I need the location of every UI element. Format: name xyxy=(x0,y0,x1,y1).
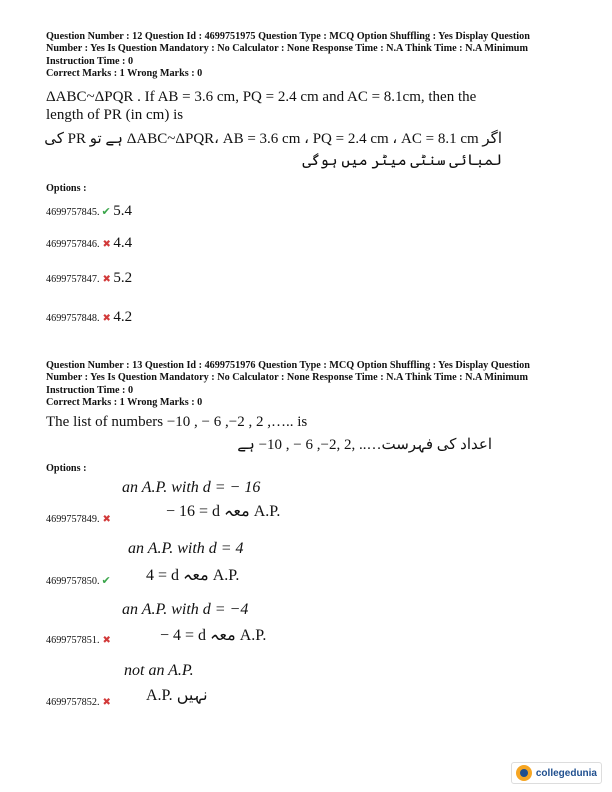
q13-option-1[interactable] xyxy=(46,514,111,525)
q13-meta xyxy=(46,360,576,410)
q12-question-ur-line2: لمبائی سنٹی میٹر میں ہوگی xyxy=(302,153,502,169)
option-value: 5.2 xyxy=(113,270,133,286)
option-id: 4699757848. xyxy=(46,313,100,324)
cross-icon: ✖ xyxy=(102,239,111,250)
q13-option-1-line1: an A.P. with d = − 16 xyxy=(122,479,261,496)
q12-option-4[interactable] xyxy=(46,309,132,326)
q12-question-ur-line1: اگر ΔABC~ΔPQR، AB = 3.6 cm ، PQ = 2.4 cm ، AC = 8.1 cm ہے تو PR کی xyxy=(44,131,502,147)
q13-option-2-line1: an A.P. with d = 4 xyxy=(128,540,244,557)
q12-question-en xyxy=(46,88,566,124)
option-value: 4.2 xyxy=(113,309,133,325)
q12-option-2[interactable] xyxy=(46,235,132,252)
q13-meta-line2: Number : Yes Is Question Mandatory : No Calculator : None Response Time : N.A Think Time : N.A Minimum xyxy=(46,372,528,384)
q12-option-3[interactable] xyxy=(46,270,132,287)
cross-icon: ✖ xyxy=(102,274,111,285)
option-value: 5.4 xyxy=(113,203,132,219)
q12-meta xyxy=(46,31,576,81)
cross-icon: ✖ xyxy=(102,635,111,646)
q13-option-1-line2: − 16 = d معہ A.P. xyxy=(166,503,281,520)
check-icon: ✔ xyxy=(101,575,111,587)
q12-meta-line2: Number : Yes Is Question Mandatory : No Calculator : None Response Time : N.A Think Time : N.A Minimum xyxy=(46,43,528,55)
cross-icon: ✖ xyxy=(102,514,111,525)
q13-marks: Correct Marks : 1 Wrong Marks : 0 xyxy=(46,397,203,409)
q12-meta-line3: Instruction Time : 0 xyxy=(46,55,134,67)
q12-option-1[interactable] xyxy=(46,203,132,220)
option-id: 4699757852. xyxy=(46,697,100,708)
q13-option-3-line1: an A.P. with d = −4 xyxy=(122,601,249,618)
q13-meta-line3: Instruction Time : 0 xyxy=(46,384,134,396)
collegedunia-logo-icon xyxy=(516,765,532,781)
q12-options-label: Options : xyxy=(46,183,87,194)
q13-option-4-line2: A.P. نہیں xyxy=(146,687,208,704)
option-id: 4699757849. xyxy=(46,514,100,525)
q13-option-4-line1: not an A.P. xyxy=(124,662,194,679)
q13-meta-line1: Question Number : 13 Question Id : 4699751976 Question Type : MCQ Option Shuffling : Yes Display Question xyxy=(46,360,530,371)
q13-option-4[interactable] xyxy=(46,697,111,708)
option-id: 4699757851. xyxy=(46,635,100,646)
q12-marks: Correct Marks : 1 Wrong Marks : 0 xyxy=(46,68,203,80)
cross-icon: ✖ xyxy=(102,697,111,708)
logo-text: collegedunia xyxy=(535,767,597,779)
q13-option-3-line2: − 4 = d معہ A.P. xyxy=(160,627,267,644)
q13-option-2-line2: 4 = d معہ A.P. xyxy=(146,567,240,584)
q12-question-en-line2: length of PR (in cm) is xyxy=(46,107,184,123)
option-id: 4699757846. xyxy=(46,239,100,250)
q13-options-label: Options : xyxy=(46,463,87,474)
check-icon: ✔ xyxy=(101,206,111,218)
q12-question-en-line1: ΔABC~ΔPQR . If AB = 3.6 cm, PQ = 2.4 cm and AC = 8.1cm, then the xyxy=(46,89,477,105)
option-id: 4699757845. xyxy=(46,207,100,218)
q13-option-3[interactable] xyxy=(46,635,111,646)
q12-meta-line1: Question Number : 12 Question Id : 4699751975 Question Type : MCQ Option Shuffling : Yes Display Question xyxy=(46,31,530,42)
q13-option-2[interactable] xyxy=(46,574,111,587)
q13-question-en: The list of numbers −10 , − 6 ,−2 , 2 ,….. is xyxy=(46,414,308,430)
q13-question-ur: اعداد کی فہرست….. ,2 ,2−, 6 − , 10− ہے xyxy=(237,437,492,453)
option-id: 4699757850. xyxy=(46,576,100,587)
collegedunia-logo[interactable] xyxy=(511,762,602,784)
cross-icon: ✖ xyxy=(102,313,111,324)
option-value: 4.4 xyxy=(113,235,133,251)
option-id: 4699757847. xyxy=(46,274,100,285)
